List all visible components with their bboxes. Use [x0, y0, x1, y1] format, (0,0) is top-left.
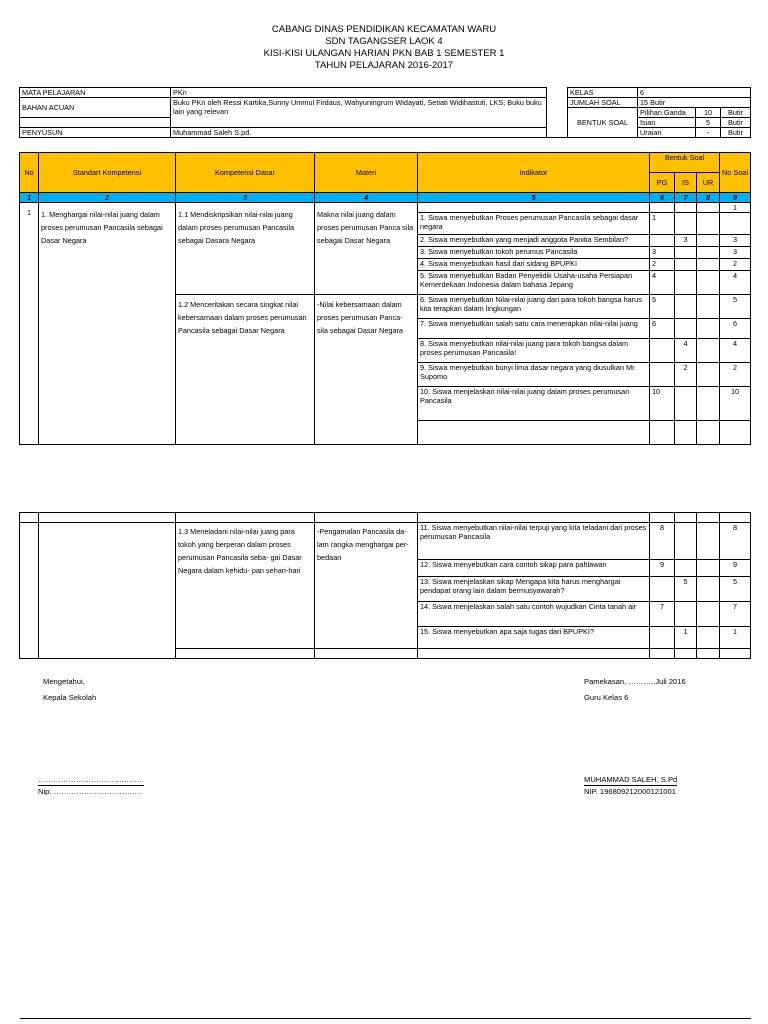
- kelas-label: KELAS: [568, 88, 638, 98]
- bentuk-ur-unit: Butir: [721, 128, 751, 138]
- bentuk-is-name: Isian: [638, 118, 696, 128]
- table-row: [20, 203, 751, 213]
- indikator-7: 7. Siswa menyebutkan salah satu cara menerapkan nilai-nilai juang: [418, 319, 650, 339]
- jumlah-value: 15 Butir: [638, 98, 751, 108]
- jumlah-label: JUMLAH SOAL: [568, 98, 638, 108]
- kepala-sekolah-nip: Nip: ……………………………..: [38, 785, 144, 797]
- indikator-12: 12. Siswa menyebutkan cara contoh sikap para pahlawan: [418, 560, 650, 577]
- penyusun-value: Muhammad Saleh S.pd.: [171, 128, 547, 138]
- col-num-3: 3: [176, 193, 315, 203]
- col-num-7: 7: [675, 193, 697, 203]
- header-agency: CABANG DINAS PENDIDIKAN KECAMATAN WARU: [271, 24, 497, 35]
- table-row: 13. Siswa menjelaskan sikap Mengapa kita harus menghargai pendapat orang lain dalam bermusyawarah? 5 5: [20, 577, 751, 602]
- signature-right-bottom: [584, 775, 677, 797]
- kepala-sekolah-name-line: ……………………………………: [38, 775, 145, 784]
- table-row: 3. Siswa menyebutkan tokoh perumus Pancasila 3 3: [20, 247, 751, 259]
- table-row: 1.3 Meneladani nilai-nilai juang para tokoh yang berperan dalam proses perumusan Pancasila seba- gai Dasar Negara dalam kehidu- pan sehari-hari -Pengamalan Pancasila da- lam rangka menghargai per- bedaan 11. Siswa menyebutkan nilai-nilai terpuji yang kita teladani dari proses perumusan Pancasila 8 8: [20, 523, 751, 560]
- indikator-14: 14. Siswa menjelaskan salah satu contoh wujudkan Cinta tanah air: [418, 602, 650, 627]
- materi-1-3: -Pengamalan Pancasila da- lam rangka menghargai per- bedaan: [315, 523, 418, 649]
- bentuk-ur-name: Uraian: [638, 128, 696, 138]
- col-num-9: 9: [720, 193, 751, 203]
- col-kompetensi-dasar: Kompetensi Dasar: [176, 153, 315, 193]
- bentuk-pg-name: Pilihan Ganda: [638, 108, 696, 118]
- kisi-kisi-table-continued: [19, 512, 751, 659]
- signature-left: [43, 677, 96, 703]
- kepala-sekolah-label: Kepala Sekolah: [43, 693, 97, 702]
- indikator-8: 8. Siswa menyebutkan nilai-nilai juang para tokoh bangsa dalam proses perumusan Pancasila!: [418, 339, 650, 363]
- bentuk-is-count: 5: [696, 118, 721, 128]
- materi-1-1: Makna nilai juang dalam proses perumusan Panca sila sebagai Dasar Negara: [315, 203, 418, 295]
- indikator-2: 2. Siswa menyebutkan yang menjadi anggota Panitia Sembilan?: [418, 235, 650, 247]
- table-row: 10. Siswa menjelaskan nilai-nilai juang dalam proses perumusan Pancasila 10 10: [20, 387, 751, 421]
- bentuk-pg-unit: Butir: [721, 108, 751, 118]
- bahan-label: BAHAN ACUAN: [20, 98, 171, 118]
- table-row: 4. Siswa menyebutkan hasil dari sidang BPUPKI 2 2: [20, 259, 751, 271]
- kd-1-3: 1.3 Meneladani nilai-nilai juang para tokoh yang berperan dalam proses perumusan Pancasila seba- gai Dasar Negara dalam kehidu- pan sehari-hari: [176, 523, 315, 649]
- sk-number: 1: [20, 203, 39, 445]
- doc-header: [0, 24, 768, 72]
- col-num-6: 6: [650, 193, 675, 203]
- bentuk-label: BENTUK SOAL: [568, 108, 638, 138]
- kisi-kisi-table: [19, 152, 751, 445]
- table-row: 14. Siswa menjelaskan salah satu contoh wujudkan Cinta tanah air 7 7: [20, 602, 751, 627]
- penyusun-label: PENYUSUN: [20, 128, 171, 138]
- sk-text: 1. Menghargai nilai-nilai juang dalam proses perumusan Pancasila sebagai Dasar Negara: [39, 203, 176, 445]
- bahan-value: Buku PKn oleh Ressi Kartika,Sunny Ummul Firdaus, Wahyuningrum Widayati, Setiati Widihastuti, LKS, Buku buku lain yang relevan: [171, 98, 547, 128]
- info-table: [19, 87, 751, 138]
- bentuk-is-unit: Butir: [721, 118, 751, 128]
- indikator-9: 9. Siswa menyebutkan bunyi lima dasar negara yang diusulkan Mr. Supomo: [418, 363, 650, 387]
- table-row: 9. Siswa menyebutkan bunyi lima dasar negara yang diusulkan Mr. Supomo 2 2: [20, 363, 751, 387]
- col-standart-kompetensi: Standart Kompetensi: [39, 153, 176, 193]
- table-row: 15. Siswa menyebutkan apa saja tugas dari BPUPKI? 1 1: [20, 627, 751, 649]
- indikator-1: 1. Siswa menyebutkan Proses perumusan Pancasila sebagai dasar negara: [418, 213, 650, 235]
- table-row: 5. Siswa menyebutkan Badan Penyelidik Usaha-usaha Persiapan Kemerdekaan Indonesia dalam bahasa Jepang 4 4: [20, 271, 751, 295]
- col-num-5: 5: [418, 193, 650, 203]
- table-row: 8. Siswa menyebutkan nilai-nilai juang para tokoh bangsa dalam proses perumusan Pancasila! 4 4: [20, 339, 751, 363]
- col-num-2: 2: [39, 193, 176, 203]
- indikator-5: 5. Siswa menyebutkan Badan Penyelidik Usaha-usaha Persiapan Kemerdekaan Indonesia dalam bahasa Jepang: [418, 271, 650, 295]
- kd-1-1: 1.1 Mendiskripsikan nilai-nilai juang dalam proses perumusan Pancasila sebagai Dasara Negara: [176, 203, 315, 295]
- teacher-name: MUHAMMAD SALEH, S.Pd: [584, 775, 678, 784]
- mapel-value: PKn: [171, 88, 547, 98]
- col-num-8: 8: [697, 193, 720, 203]
- indikator-15: 15. Siswa menyebutkan apa saja tugas dari BPUPKI?: [418, 627, 650, 649]
- materi-1-2: -Nilai kebersamaan dalam proses perumusan Panca- sila sebagai Dasar Negara: [315, 295, 418, 445]
- col-bentuk-soal: Bentuk Soal: [650, 153, 720, 173]
- col-no-soal: No Soal: [720, 153, 751, 193]
- col-pg: PG: [650, 173, 675, 193]
- col-num-4: 4: [315, 193, 418, 203]
- bentuk-pg-count: 10: [696, 108, 721, 118]
- page-bottom-rule: [20, 1018, 751, 1019]
- indikator-10: 10. Siswa menjelaskan nilai-nilai juang dalam proses perumusan Pancasila: [418, 387, 650, 421]
- col-ur: UR: [697, 173, 720, 193]
- kd-1-2: 1.2 Menceritakan secara singkat nilai kebersamaan dalam proses perumusan Pancasila sebagai Dasar Negara: [176, 295, 315, 445]
- indikator-13: 13. Siswa menjelaskan sikap Mengapa kita harus menghargai pendapat orang lain dalam bermusyawarah?: [418, 577, 650, 602]
- header-year: TAHUN PELAJARAN 2016-2017: [314, 60, 454, 71]
- table-row: 1. Siswa menyebutkan Proses perumusan Pancasila sebagai dasar negara 1: [20, 213, 751, 235]
- table-row: 12. Siswa menyebutkan cara contoh sikap para pahlawan 9 9: [20, 560, 751, 577]
- teacher-nip: NIP. 196809212000121001: [584, 787, 676, 796]
- bentuk-ur-count: -: [696, 128, 721, 138]
- signature-left-bottom: [38, 775, 144, 797]
- col-no: No: [20, 153, 39, 193]
- place-date: Pamekasan, ………..Juli 2016: [584, 677, 686, 686]
- signature-right: [584, 677, 686, 703]
- indikator-3: 3. Siswa menyebutkan tokoh perumus Pancasila: [418, 247, 650, 259]
- header-school: SDN TAGANGSER LAOK 4: [325, 36, 443, 47]
- table-row: 7. Siswa menyebutkan salah satu cara menerapkan nilai-nilai juang 6 6: [20, 319, 751, 339]
- header-title: KISI-KISI ULANGAN HARIAN PKN BAB 1 SEMESTER 1: [263, 48, 505, 59]
- indikator-6: 6. Siswa menyebutkan Nilai-nilai juang dari para tokoh bangsa harus kita terapkan dalam lingkungan: [418, 295, 650, 319]
- col-num-1: 1: [20, 193, 39, 203]
- indikator-4: 4. Siswa menyebutkan hasil dari sidang BPUPKI: [418, 259, 650, 271]
- mapel-label: MATA PELAJARAN: [20, 88, 171, 98]
- mengetahui-label: Mengetahui,: [43, 677, 85, 686]
- col-indikator: Indikator: [418, 153, 650, 193]
- table-row: 1.2 Menceritakan secara singkat nilai kebersamaan dalam proses perumusan Pancasila sebagai Dasar Negara -Nilai kebersamaan dalam proses perumusan Panca- sila sebagai Dasar Negara 6. Siswa menyebutkan Nilai-nilai juang dari para tokoh bangsa harus kita terapkan dalam lingkungan 5 5: [20, 295, 751, 319]
- table-row: 2. Siswa menyebutkan yang menjadi anggota Panitia Sembilan? 3 3: [20, 235, 751, 247]
- indikator-0: [418, 203, 650, 213]
- kelas-value: 6: [638, 88, 751, 98]
- col-materi: Materi: [315, 153, 418, 193]
- col-is: IS: [675, 173, 697, 193]
- indikator-11: 11. Siswa menyebutkan nilai-nilai terpuji yang kita teladani dari proses perumusan Pancasila: [418, 523, 650, 560]
- guru-kelas-label: Guru Kelas 6: [584, 693, 629, 702]
- no-soal-0: 1: [720, 203, 751, 213]
